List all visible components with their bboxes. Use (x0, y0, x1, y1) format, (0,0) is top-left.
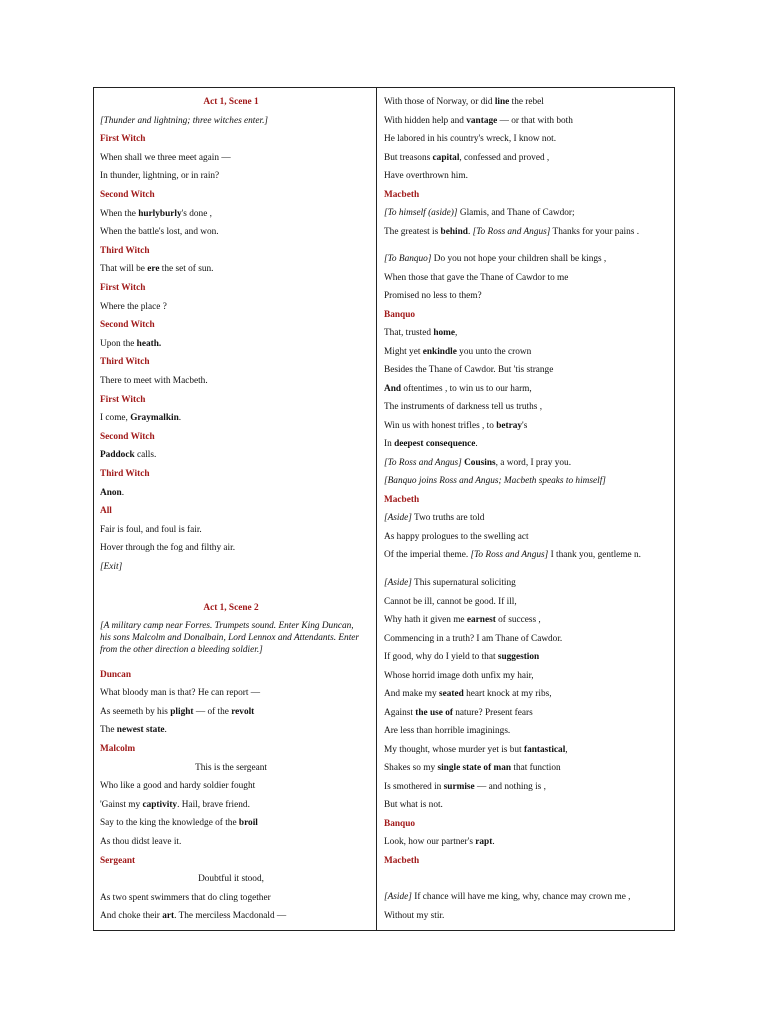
line-text: that function (511, 763, 561, 773)
glossed-word: Cousins (464, 457, 496, 468)
dialogue-line (384, 364, 666, 376)
line-text: , (565, 744, 568, 755)
line-text: Glamis, and Thane of Cawdor; (457, 208, 575, 218)
line-text: nature? Present fears (452, 707, 533, 718)
stage-direction-inline: [Banquo joins Ross and Angus; Macbeth speaks to himself] (384, 476, 606, 487)
line-text: . (121, 487, 125, 498)
glossed-word: enkindle (422, 346, 457, 357)
glossed-word: line (494, 97, 510, 107)
line-text: He labored in his country's wreck, I know not. (384, 134, 557, 144)
line-text: But treasons (384, 152, 433, 163)
glossed-word: hurlyburly (138, 208, 182, 219)
line-text: That will be (100, 264, 148, 275)
dialogue-line (100, 892, 362, 904)
dialogue-line (100, 799, 362, 811)
dialogue-line (384, 253, 666, 265)
speaker-name: Macbeth (384, 189, 420, 200)
dialogue-line (384, 401, 666, 413)
dialogue-line (384, 383, 666, 395)
glossed-word: surmise (443, 781, 475, 792)
line-text: Upon the (100, 338, 137, 349)
dialogue-line (384, 96, 666, 108)
line-text: This supernatural soliciting (411, 578, 516, 588)
line-text: Whose horrid image doth unfix my hair, (384, 670, 534, 681)
line-text: The instruments of darkness tell us truths , (384, 402, 543, 413)
line-text: Fair is foul, and foul is fair. (100, 524, 202, 535)
line-text: The (100, 725, 117, 736)
speaker-name: All (100, 506, 112, 517)
line-text: In (384, 439, 395, 450)
line-text: Cannot be ill, cannot be good. If ill, (384, 596, 517, 607)
stage-direction: [A military camp near Forres. Trumpets sound. Enter King Duncan, his sons Malcolm and Donalbain, Lord Lennox and Attendants. Enter from the other direction a bleeding soldier.] (100, 621, 360, 656)
speaker-name: Second Witch (100, 431, 155, 442)
line-text: And make my (384, 689, 439, 699)
stage-direction-inline: [To Ross and Angus] (472, 226, 551, 237)
dialogue-line (384, 762, 666, 774)
line-text: Have overthrown him. (384, 171, 468, 181)
dialogue-line (100, 301, 362, 313)
line-text: . (467, 226, 473, 237)
line-text: When those that gave the Thane of Cawdor to me (384, 272, 569, 283)
line-text: I come, (100, 413, 131, 424)
line-text: When the (100, 208, 139, 219)
speaker-name: Malcolm (100, 743, 136, 754)
dialogue-line (384, 744, 666, 756)
line-text: . (492, 837, 495, 847)
line-text: If chance will have me king, why, chance may crown me , (411, 892, 631, 902)
line-text: , confessed and proved , (459, 152, 550, 163)
dialogue-line (100, 910, 362, 922)
line-text: But what is not. (384, 800, 443, 810)
line-text: Is smothered in (384, 781, 444, 792)
line-text: Promised no less to them? (384, 291, 482, 302)
dialogue-line (384, 346, 666, 358)
line-text: Might yet (384, 346, 423, 357)
speaker-name: First Witch (100, 283, 146, 293)
line-text: Shakes so my (384, 763, 438, 773)
glossed-word: ere (147, 264, 160, 275)
speaker-name: Second Witch (100, 320, 155, 331)
line-text: And choke their (100, 911, 163, 922)
speaker-name: Third Witch (100, 357, 150, 368)
glossed-word: vantage (466, 115, 498, 126)
dialogue-line (100, 706, 362, 718)
glossed-word: plight (170, 706, 194, 717)
dialogue-line (384, 512, 666, 524)
line-text: This is the sergeant (195, 762, 267, 773)
glossed-word: And (384, 383, 402, 394)
dialogue-line (384, 290, 666, 302)
line-text: As thou didst leave it. (100, 836, 182, 847)
line-text: , (455, 328, 458, 339)
glossed-word: newest state (116, 725, 165, 736)
line-text: Without my stir. (384, 910, 445, 921)
glossed-word: single state of man (437, 763, 512, 773)
dialogue-line (100, 449, 362, 461)
dialogue-line (100, 226, 362, 238)
speaker-name: Macbeth (384, 494, 420, 505)
dialogue-line (100, 542, 362, 554)
speaker-name: Third Witch (100, 469, 150, 479)
stage-direction-inline: [To Ross and Angus] (470, 550, 549, 561)
dialogue-line (100, 687, 362, 699)
line-text: 's (522, 420, 528, 431)
line-text: Two truths are told (411, 513, 485, 524)
dialogue-line (100, 170, 362, 182)
glossed-word: revolt (231, 706, 255, 717)
dialogue-line (100, 412, 362, 424)
line-text: The greatest is (384, 226, 441, 237)
line-text: calls. (134, 450, 157, 461)
dialogue-line (100, 208, 362, 220)
line-text: . (178, 413, 182, 424)
glossed-word: captivity (142, 799, 178, 810)
dialogue-line (384, 327, 666, 339)
line-text: Hover through the fog and filthy air. (100, 543, 236, 554)
dialogue-line (100, 724, 362, 736)
line-text: heart knock at my ribs, (463, 689, 552, 699)
line-text: . The merciless Macdonald — (174, 911, 287, 922)
line-text: Commencing in a truth? I am Thane of Cawdor. (384, 633, 563, 644)
dialogue-line (384, 651, 666, 663)
dialogue-line (384, 133, 666, 145)
dialogue-line (100, 836, 362, 848)
line-text: Doubtful it stood, (198, 874, 264, 885)
line-text: . (164, 725, 167, 736)
line-text: As seemeth by his (100, 706, 171, 717)
line-text: Of the imperial theme. (384, 550, 471, 561)
dialogue-line (384, 688, 666, 700)
line-text: My thought, whose murder yet is but (384, 744, 524, 755)
speaker-name: First Witch (100, 394, 146, 405)
dialogue-line (384, 670, 666, 682)
line-text: When shall we three meet again — (100, 152, 231, 163)
glossed-word: home (433, 328, 456, 339)
glossed-word: deepest consequence (394, 439, 476, 450)
line-text: — or that with both (497, 115, 573, 126)
line-text: — of the (193, 706, 232, 717)
glossed-word: suggestion (497, 652, 540, 662)
dialogue-line (384, 549, 666, 561)
dialogue-line (384, 836, 666, 848)
line-text: , a word, I pray you. (495, 457, 572, 468)
speaker-name: Macbeth (384, 855, 420, 866)
line-text: Where the place ? (100, 301, 167, 312)
dialogue-line (384, 891, 666, 903)
dialogue-line (100, 873, 362, 885)
line-text: Are less than horrible imaginings. (384, 726, 511, 736)
glossed-word: earnest (466, 615, 496, 625)
glossed-word: Anon (100, 487, 122, 498)
glossed-word: betray (496, 420, 523, 431)
dialogue-line (100, 263, 362, 275)
speaker-name: First Witch (100, 134, 146, 145)
dialogue-line (384, 170, 666, 182)
glossed-word: heath. (136, 338, 162, 349)
dialogue-line (384, 725, 666, 737)
scene-heading: Act 1, Scene 2 (203, 602, 259, 613)
line-text: In thunder, lightning, or in rain? (100, 171, 220, 182)
line-text: With those of Norway, or did (384, 97, 495, 107)
glossed-word: Paddock (100, 450, 135, 461)
dialogue-line (384, 614, 666, 626)
dialogue-line (384, 799, 666, 811)
stage-direction: [Thunder and lightning; three witches enter.] (100, 115, 269, 126)
speaker-name: Second Witch (100, 190, 155, 200)
line-text: of success , (495, 615, 541, 625)
dialogue-line (384, 457, 666, 469)
glossed-word: behind (440, 226, 468, 237)
speaker-name: Banquo (384, 309, 416, 320)
line-text: I thank you, gentleme n. (548, 550, 641, 561)
dialogue-line (384, 226, 666, 238)
glossed-word: rapt (475, 837, 493, 847)
dialogue-line (384, 633, 666, 645)
line-text: Thanks for your pains . (550, 226, 640, 237)
dialogue-line (384, 475, 666, 487)
column-divider (376, 88, 377, 930)
dialogue-line (100, 762, 362, 774)
line-text: Win us with honest trifles , to (384, 420, 497, 431)
dialogue-line (100, 524, 362, 536)
line-text: — and nothing is , (474, 781, 546, 792)
dialogue-line (100, 780, 362, 792)
dialogue-line (384, 577, 666, 589)
line-text: . (475, 439, 478, 450)
dialogue-line (384, 781, 666, 793)
dialogue-line (384, 272, 666, 284)
stage-direction-inline: [Aside] (384, 513, 412, 524)
line-text: Who like a good and hardy soldier fought (100, 781, 256, 792)
speaker-name: Third Witch (100, 245, 150, 256)
glossed-word: broil (238, 818, 258, 829)
line-text: you unto the crown (456, 346, 532, 357)
glossed-word: the use of (415, 707, 453, 718)
stage-direction-inline: [Aside] (384, 892, 412, 902)
stage-direction: [Exit] (100, 562, 123, 572)
line-text: oftentimes , to win us to our harm, (401, 383, 532, 394)
dialogue-line (100, 487, 362, 499)
dialogue-line (100, 817, 362, 829)
dialogue-line (384, 438, 666, 450)
line-text: the rebel (509, 97, 544, 107)
dialogue-line (384, 707, 666, 719)
line-text: Say to the king the knowledge of the (100, 818, 239, 829)
speaker-name: Duncan (100, 669, 132, 680)
stage-direction-inline: [To Ross and Angus] (384, 457, 462, 468)
glossed-word: capital (432, 152, 460, 163)
dialogue-line (384, 596, 666, 608)
line-text: What bloody man is that? He can report — (100, 688, 261, 699)
line-text: There to meet with Macbeth. (100, 376, 208, 386)
line-text: Look, how our partner's (384, 837, 476, 847)
script-page-frame (93, 87, 675, 931)
line-text: If good, why do I yield to that (384, 652, 498, 662)
line-text: 'Gainst my (100, 799, 143, 810)
dialogue-line (384, 420, 666, 432)
scene-heading: Act 1, Scene 1 (203, 97, 259, 107)
dialogue-line (384, 152, 666, 164)
line-text: Do you not hope your children shall be kings , (431, 254, 607, 265)
line-text: Why hath it given me (384, 615, 467, 625)
glossed-word: fantastical (523, 744, 566, 755)
dialogue-line (100, 375, 362, 387)
dialogue-line (100, 338, 362, 350)
dialogue-line (100, 152, 362, 164)
speaker-name: Banquo (384, 818, 416, 829)
speaker-name: Sergeant (100, 855, 136, 866)
line-text: Besides the Thane of Cawdor. But 'tis strange (384, 365, 554, 376)
glossed-word: art (162, 911, 175, 922)
stage-direction-inline: [Aside] (384, 578, 412, 588)
dialogue-line (384, 531, 666, 543)
line-text: That, trusted (384, 328, 434, 339)
line-text: 's done , (181, 208, 212, 219)
dialogue-line (384, 115, 666, 127)
line-text: With hidden help and (384, 115, 467, 126)
dialogue-line (384, 207, 666, 219)
line-text: When the battle's lost, and won. (100, 227, 219, 238)
dialogue-line (384, 910, 666, 922)
line-text: As happy prologues to the swelling act (384, 531, 529, 542)
line-text: . Hail, brave friend. (177, 799, 250, 810)
glossed-word: Graymalkin (130, 413, 179, 424)
line-text: the set of sun. (159, 264, 214, 275)
line-text: Against (384, 707, 416, 718)
line-text: As two spent swimmers that do cling together (100, 892, 271, 903)
glossed-word: seated (439, 689, 464, 699)
stage-direction-inline: [To himself (aside)] (384, 208, 458, 218)
stage-direction-inline: [To Banquo] (384, 254, 432, 265)
